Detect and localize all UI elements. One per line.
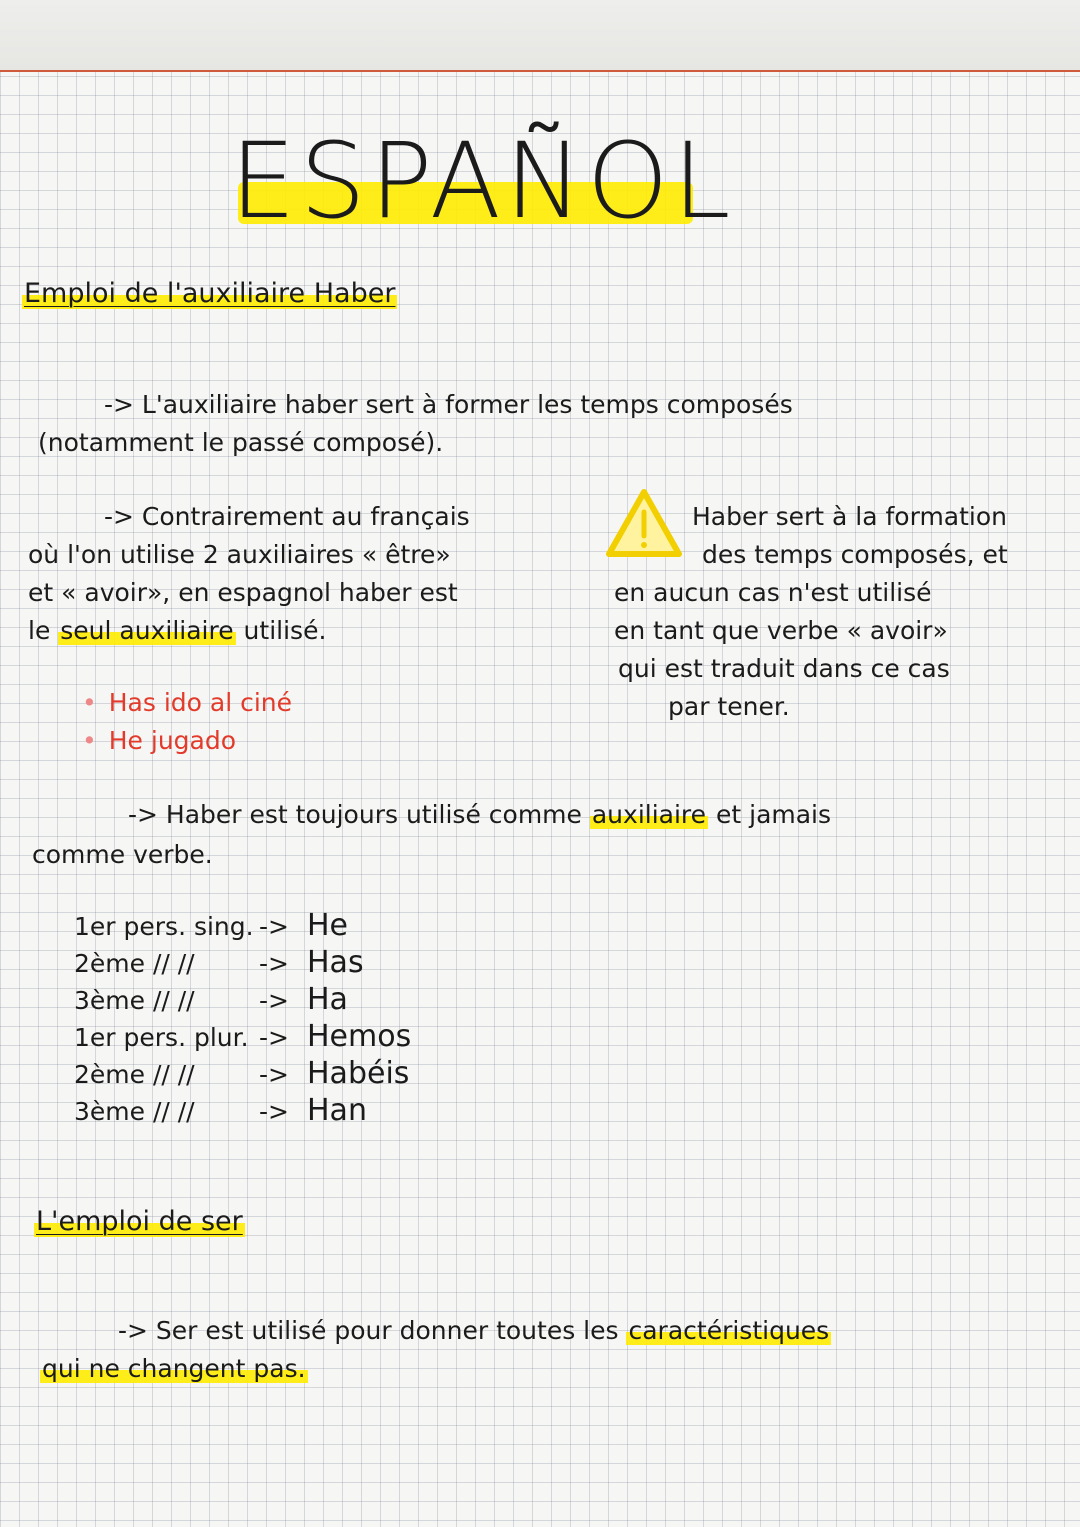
warning-triangle-icon — [605, 488, 683, 558]
paragraph-3-line-2: comme verbe. — [32, 840, 213, 869]
conjugation-row: 1er pers. plur. -> Hemos — [74, 1019, 412, 1054]
conjugation-row: 1er pers. sing. -> He — [74, 908, 349, 943]
paragraph-2-line-2: où l'on utilise 2 auxiliaires « être» — [28, 540, 451, 569]
paragraph-3-line-1: -> Haber est toujours utilisé comme auxiliaire et jamais — [128, 800, 832, 829]
page-top-edge — [0, 0, 1080, 72]
title-text: ESPAÑOL — [230, 120, 735, 242]
example-item-2: • He jugado — [82, 726, 237, 755]
section-2-line-2: qui ne changent pas. — [42, 1354, 306, 1383]
highlight-seul-auxiliaire: seul auxiliaire — [60, 616, 234, 645]
paragraph-2-line-4: le seul auxiliaire utilisé. — [28, 616, 327, 645]
warning-line-3: en aucun cas n'est utilisé — [614, 578, 932, 607]
paragraph-2-line-1: -> Contrairement au français — [104, 502, 470, 531]
section-heading-haber: Emploi de l'auxiliaire Haber — [24, 278, 396, 309]
conjugation-row: 2ème // // -> Has — [74, 945, 364, 980]
highlight-auxiliaire: auxiliaire — [591, 800, 707, 829]
paragraph-1-line-1: -> L'auxiliaire haber sert à former les temps composés — [104, 390, 793, 419]
warning-line-1: Haber sert à la formation — [692, 502, 1008, 531]
conjugation-row: 3ème // // -> Han — [74, 1093, 367, 1128]
warning-line-6: par tener. — [668, 692, 790, 721]
section-2-line-1: -> Ser est utilisé pour donner toutes les caractéristiques — [118, 1316, 830, 1345]
conjugation-row: 2ème // // -> Habéis — [74, 1056, 410, 1091]
paragraph-1-line-2: (notamment le passé composé). — [38, 428, 444, 457]
warning-line-4: en tant que verbe « avoir» — [614, 616, 948, 645]
conjugation-row: 3ème // // -> Ha — [74, 982, 348, 1017]
conjugation-table — [74, 908, 411, 1130]
section-heading-ser: L'emploi de ser — [36, 1206, 243, 1237]
paragraph-2-line-3: et « avoir», en espagnol haber est — [28, 578, 458, 607]
example-item-1: • Has ido al ciné — [82, 688, 293, 717]
warning-line-2: des temps composés, et — [702, 540, 1008, 569]
warning-line-5: qui est traduit dans ce cas — [618, 654, 950, 683]
highlight-caracteristiques: caractéristiques — [628, 1316, 830, 1345]
page-title — [230, 120, 735, 242]
